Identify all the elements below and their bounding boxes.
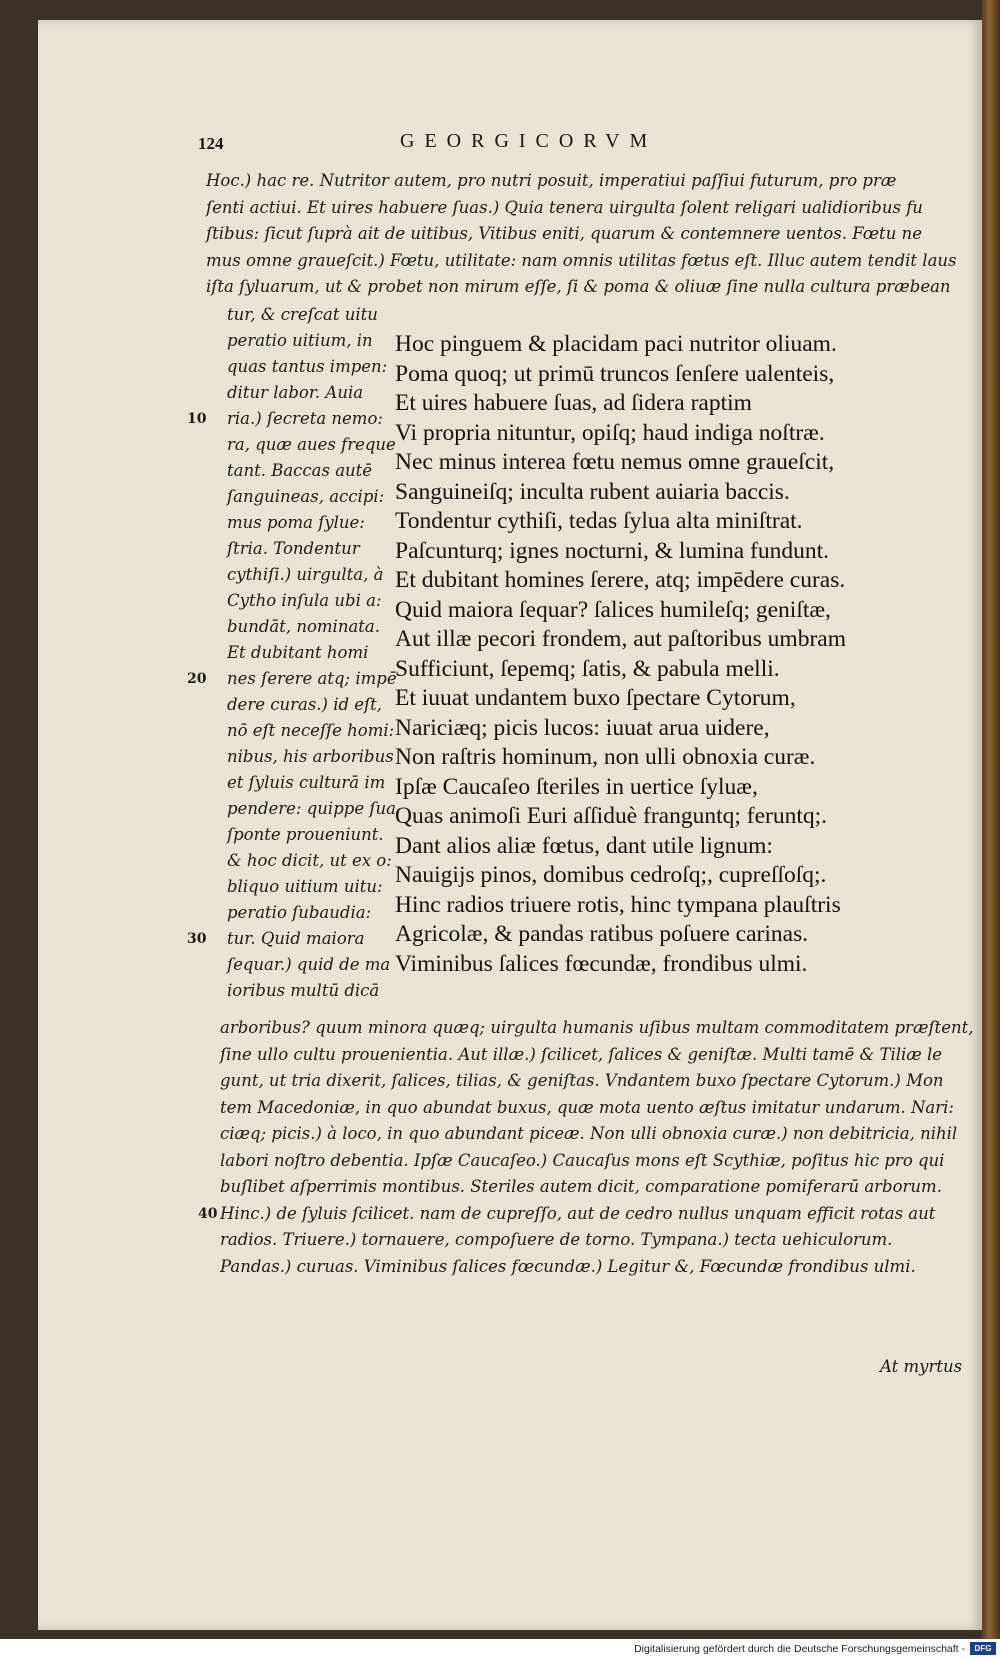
side-commentary-line <box>187 770 387 796</box>
dfg-logo: DFG <box>970 1642 996 1655</box>
side-commentary-line <box>187 432 396 458</box>
commentary-text: buſlibet aſperrimis montibus. Steriles autem dicit, comparatione pomiferarū arborum. <box>220 1177 942 1196</box>
side-commentary-line <box>187 380 387 406</box>
side-commentary-line <box>187 822 387 848</box>
funding-credit: Digitalisierung gefördert durch die Deutsche Forschungsgemeinschaft - <box>634 1643 965 1655</box>
poem-verse: Vi propria nituntur, opiſq; haud indiga noſtræ. <box>395 419 825 446</box>
side-commentary-text: tur. Quid maiora <box>227 929 365 948</box>
side-commentary-line <box>187 458 387 484</box>
poem-block <box>395 330 995 979</box>
side-commentary-line <box>187 328 387 354</box>
commentary-line <box>220 1121 980 1148</box>
side-commentary-line <box>187 562 387 588</box>
commentary-text: gunt, ut tria dixerit, ſalices, tilias, & geniſtas. Vndantem buxo ſpectare Cytorum.) Mon <box>220 1071 944 1090</box>
commentary-top <box>206 168 986 301</box>
side-commentary-line <box>187 302 387 328</box>
poem-verse: Nauigijs pinos, domibus cedroſq;, cupreſſoſq;. <box>395 862 827 888</box>
poem-verse: Ipſæ Caucaſeo ſteriles in uertice ſyluæ, <box>395 773 758 800</box>
side-commentary-text: bliquo uitium uitu: <box>227 877 383 896</box>
side-commentary-line <box>187 510 387 536</box>
side-commentary-text: ſequar.) quid de ma <box>227 955 391 974</box>
side-commentary-text: dere curas.) id eſt, <box>227 695 383 714</box>
commentary-line: ſenti actiui. Et uires habuere ſuas.) Quia tenera uirgulta ſolent religari ualidioribus fu <box>206 197 923 217</box>
poem-verse: Hoc pinguem & placidam paci nutritor oliuam. <box>395 331 837 357</box>
commentary-line: Hoc.) hac re. Nutritor autem, pro nutri posuit, imperatiui paſſiui futurum, pro præ <box>206 171 897 190</box>
commentary-line: mus omne graueſcit.) Fœtu, utilitate: nam omnis utilitas fœtus eſt. Illuc autem tendit laus <box>206 250 957 270</box>
poem-verse: Aut illæ pecori frondem, aut paſtoribus umbram <box>395 626 846 652</box>
side-commentary-line <box>187 900 387 926</box>
commentary-text: labori noſtro debentia. Ipſæ Caucaſeo.) Caucaſus mons eſt Scythiæ, poſitus hic pro qui <box>220 1150 945 1170</box>
line-number: 30 <box>187 931 207 947</box>
side-commentary-text: nes ſerere atq; impē <box>227 669 397 688</box>
line-number: 20 <box>187 671 207 687</box>
side-commentary-line <box>187 718 395 744</box>
side-commentary-text: & hoc dicit, ut ex o: <box>227 851 392 870</box>
commentary-line <box>198 1201 980 1228</box>
side-commentary-text: quas tantus impen: <box>227 357 388 376</box>
side-commentary-line <box>187 978 387 1004</box>
side-commentary-line <box>187 692 387 718</box>
book-page <box>38 20 982 1630</box>
poem-verse: Tondentur cythiſi, tedas ſylua alta miniſtrat. <box>395 508 803 534</box>
side-commentary-line <box>187 588 387 614</box>
side-commentary-text: ſtria. Tondentur <box>227 539 360 558</box>
side-commentary-line <box>187 744 394 770</box>
side-commentary-line <box>187 614 387 640</box>
commentary-text: ciæq; picis.) à loco, in quo abundant piceæ. Non ulli obnoxia curæ.) non debitricia, nihil <box>220 1124 958 1143</box>
commentary-text: Hinc.) de ſyluis ſcilicet. nam de cupreſſo, aut de cedro nullus unquam efficit rotas aut <box>220 1203 936 1223</box>
digitization-footer <box>0 1639 1000 1659</box>
side-commentary-text: ria.) ſecreta nemo: <box>227 409 383 428</box>
poem-verse: Paſcunturq; ignes nocturni, & lumina fundunt. <box>395 537 830 564</box>
catchword: At myrtus <box>880 1357 963 1376</box>
commentary-text: tem Macedoniæ, in quo abundat buxus, quæ mota uento æſtus imitatur undarum. Nari: <box>220 1097 954 1117</box>
poem-verse: Sufficiunt, ſepemq; ſatis, & pabula melli. <box>395 655 780 682</box>
side-commentary-line <box>187 796 396 822</box>
commentary-line <box>220 1174 980 1201</box>
poem-verse: Quid maiora ſequar? ſalices humileſq; geniſtæ, <box>395 596 831 623</box>
side-commentary-line <box>187 848 392 874</box>
side-commentary-text: bundāt, nominata. <box>227 617 380 636</box>
commentary-line <box>220 1068 980 1095</box>
commentary-line: iſta ſyluarum, ut & probet non mirum eſſe, ſi & poma & oliuæ ſine nulla cultura præbean <box>206 277 951 296</box>
side-commentary-line <box>187 874 387 900</box>
commentary-text: radios. Triuere.) tornauere, compoſuere de torno. Tympana.) tecta uehiculorum. <box>220 1230 893 1249</box>
side-commentary-text: ſponte proueniunt. <box>227 825 384 844</box>
poem-verse: Non raſtris hominum, non ulli obnoxia curæ. <box>395 744 816 770</box>
side-commentary-line <box>187 926 387 952</box>
poem-verse: Et iuuat undantem buxo ſpectare Cytorum, <box>395 685 796 711</box>
poem-verse: Et dubitant homines ſerere, atq; impēdere curas. <box>395 567 846 593</box>
side-commentary-text: nibus, his arboribus <box>227 747 394 766</box>
side-commentary-text: ſanguineas, accipi: <box>227 487 385 506</box>
poem-verse: Hinc radios triuere rotis, hinc tympana plauſtris <box>395 891 841 918</box>
commentary-line <box>220 1148 980 1175</box>
commentary-text: ſine ullo cultu prouenientia. Aut illæ.) ſcilicet, ſalices & geniſtæ. Multi tamē & Tiliæ le <box>220 1044 943 1064</box>
commentary-line <box>220 1095 980 1122</box>
side-commentary-text: mus poma ſylue: <box>227 513 365 532</box>
poem-verse: Poma quoq; ut primū truncos ſenſere ualenteis, <box>395 360 835 387</box>
side-commentary-text: peratio uitium, in <box>227 331 373 350</box>
commentary-line: ſtibus: ſicut ſuprà ait de uitibus, Vitibus eniti, quarum & contemnere uentos. Fœtu ne <box>206 224 922 243</box>
side-commentary-line <box>187 354 387 380</box>
poem-verse: Quas animoſi Euri aſſiduè franguntq; feruntq;. <box>395 803 828 829</box>
commentary-bottom <box>198 1015 980 1280</box>
side-commentary-line <box>187 666 397 692</box>
side-commentary-text: ioribus multū dicā <box>227 981 380 1000</box>
side-commentary-text: et ſyluis culturā im <box>227 773 386 792</box>
side-commentary-line <box>187 640 387 666</box>
commentary-side-column <box>187 302 397 1004</box>
side-commentary-text: cythiſi.) uirgulta, à <box>227 565 384 584</box>
line-number: 10 <box>187 411 207 427</box>
side-commentary-text: nō eſt neceſſe homi: <box>227 721 395 740</box>
commentary-line <box>220 1015 980 1042</box>
poem-verse: Nariciæq; picis lucos: iuuat arua uidere, <box>395 714 770 741</box>
poem-verse: Nec minus interea fœtu nemus omne graueſcit, <box>395 449 835 475</box>
side-commentary-text: pendere: quippe ſua <box>227 799 396 818</box>
page-number: 124 <box>198 134 224 153</box>
side-commentary-text: Et dubitant homi <box>227 643 369 662</box>
commentary-line <box>220 1254 980 1281</box>
side-commentary-text: tur, & creſcat uitu <box>227 305 378 324</box>
side-commentary-line <box>187 484 387 510</box>
side-commentary-text: peratio ſubaudia: <box>227 903 372 922</box>
side-commentary-line <box>187 406 387 432</box>
commentary-text: Pandas.) curuas. Viminibus ſalices fœcundæ.) Legitur &, Fœcundæ frondibus ulmi. <box>220 1256 916 1276</box>
running-head: GEORGICORVM <box>400 130 658 152</box>
poem-verse: Et uires habuere ſuas, ad ſidera raptim <box>395 390 752 416</box>
commentary-line <box>220 1042 980 1069</box>
page-header <box>38 120 982 153</box>
side-commentary-text: Cytho inſula ubi a: <box>227 591 382 610</box>
commentary-line <box>220 1227 980 1254</box>
line-number: 40 <box>198 1205 218 1222</box>
poem-verse: Agricolæ, & pandas ratibus poſuere carinas. <box>395 921 809 947</box>
side-commentary-line <box>187 952 391 978</box>
commentary-text: arboribus? quum minora quæq; uirgulta humanis uſibus multam commoditatem præſtent, <box>220 1018 974 1037</box>
poem-verse: Viminibus ſalices fœcundæ, frondibus ulmi. <box>395 950 808 977</box>
side-commentary-line <box>187 536 387 562</box>
side-commentary-text: ditur labor. Auia <box>227 383 364 402</box>
side-commentary-text: tant. Baccas autē <box>227 461 373 480</box>
poem-verse: Sanguineiſq; inculta rubent auiaria baccis. <box>395 478 790 505</box>
side-commentary-text: ra, quæ aues freque <box>227 435 396 454</box>
poem-verse: Dant alios aliæ fœtus, dant utile lignum: <box>395 832 773 859</box>
